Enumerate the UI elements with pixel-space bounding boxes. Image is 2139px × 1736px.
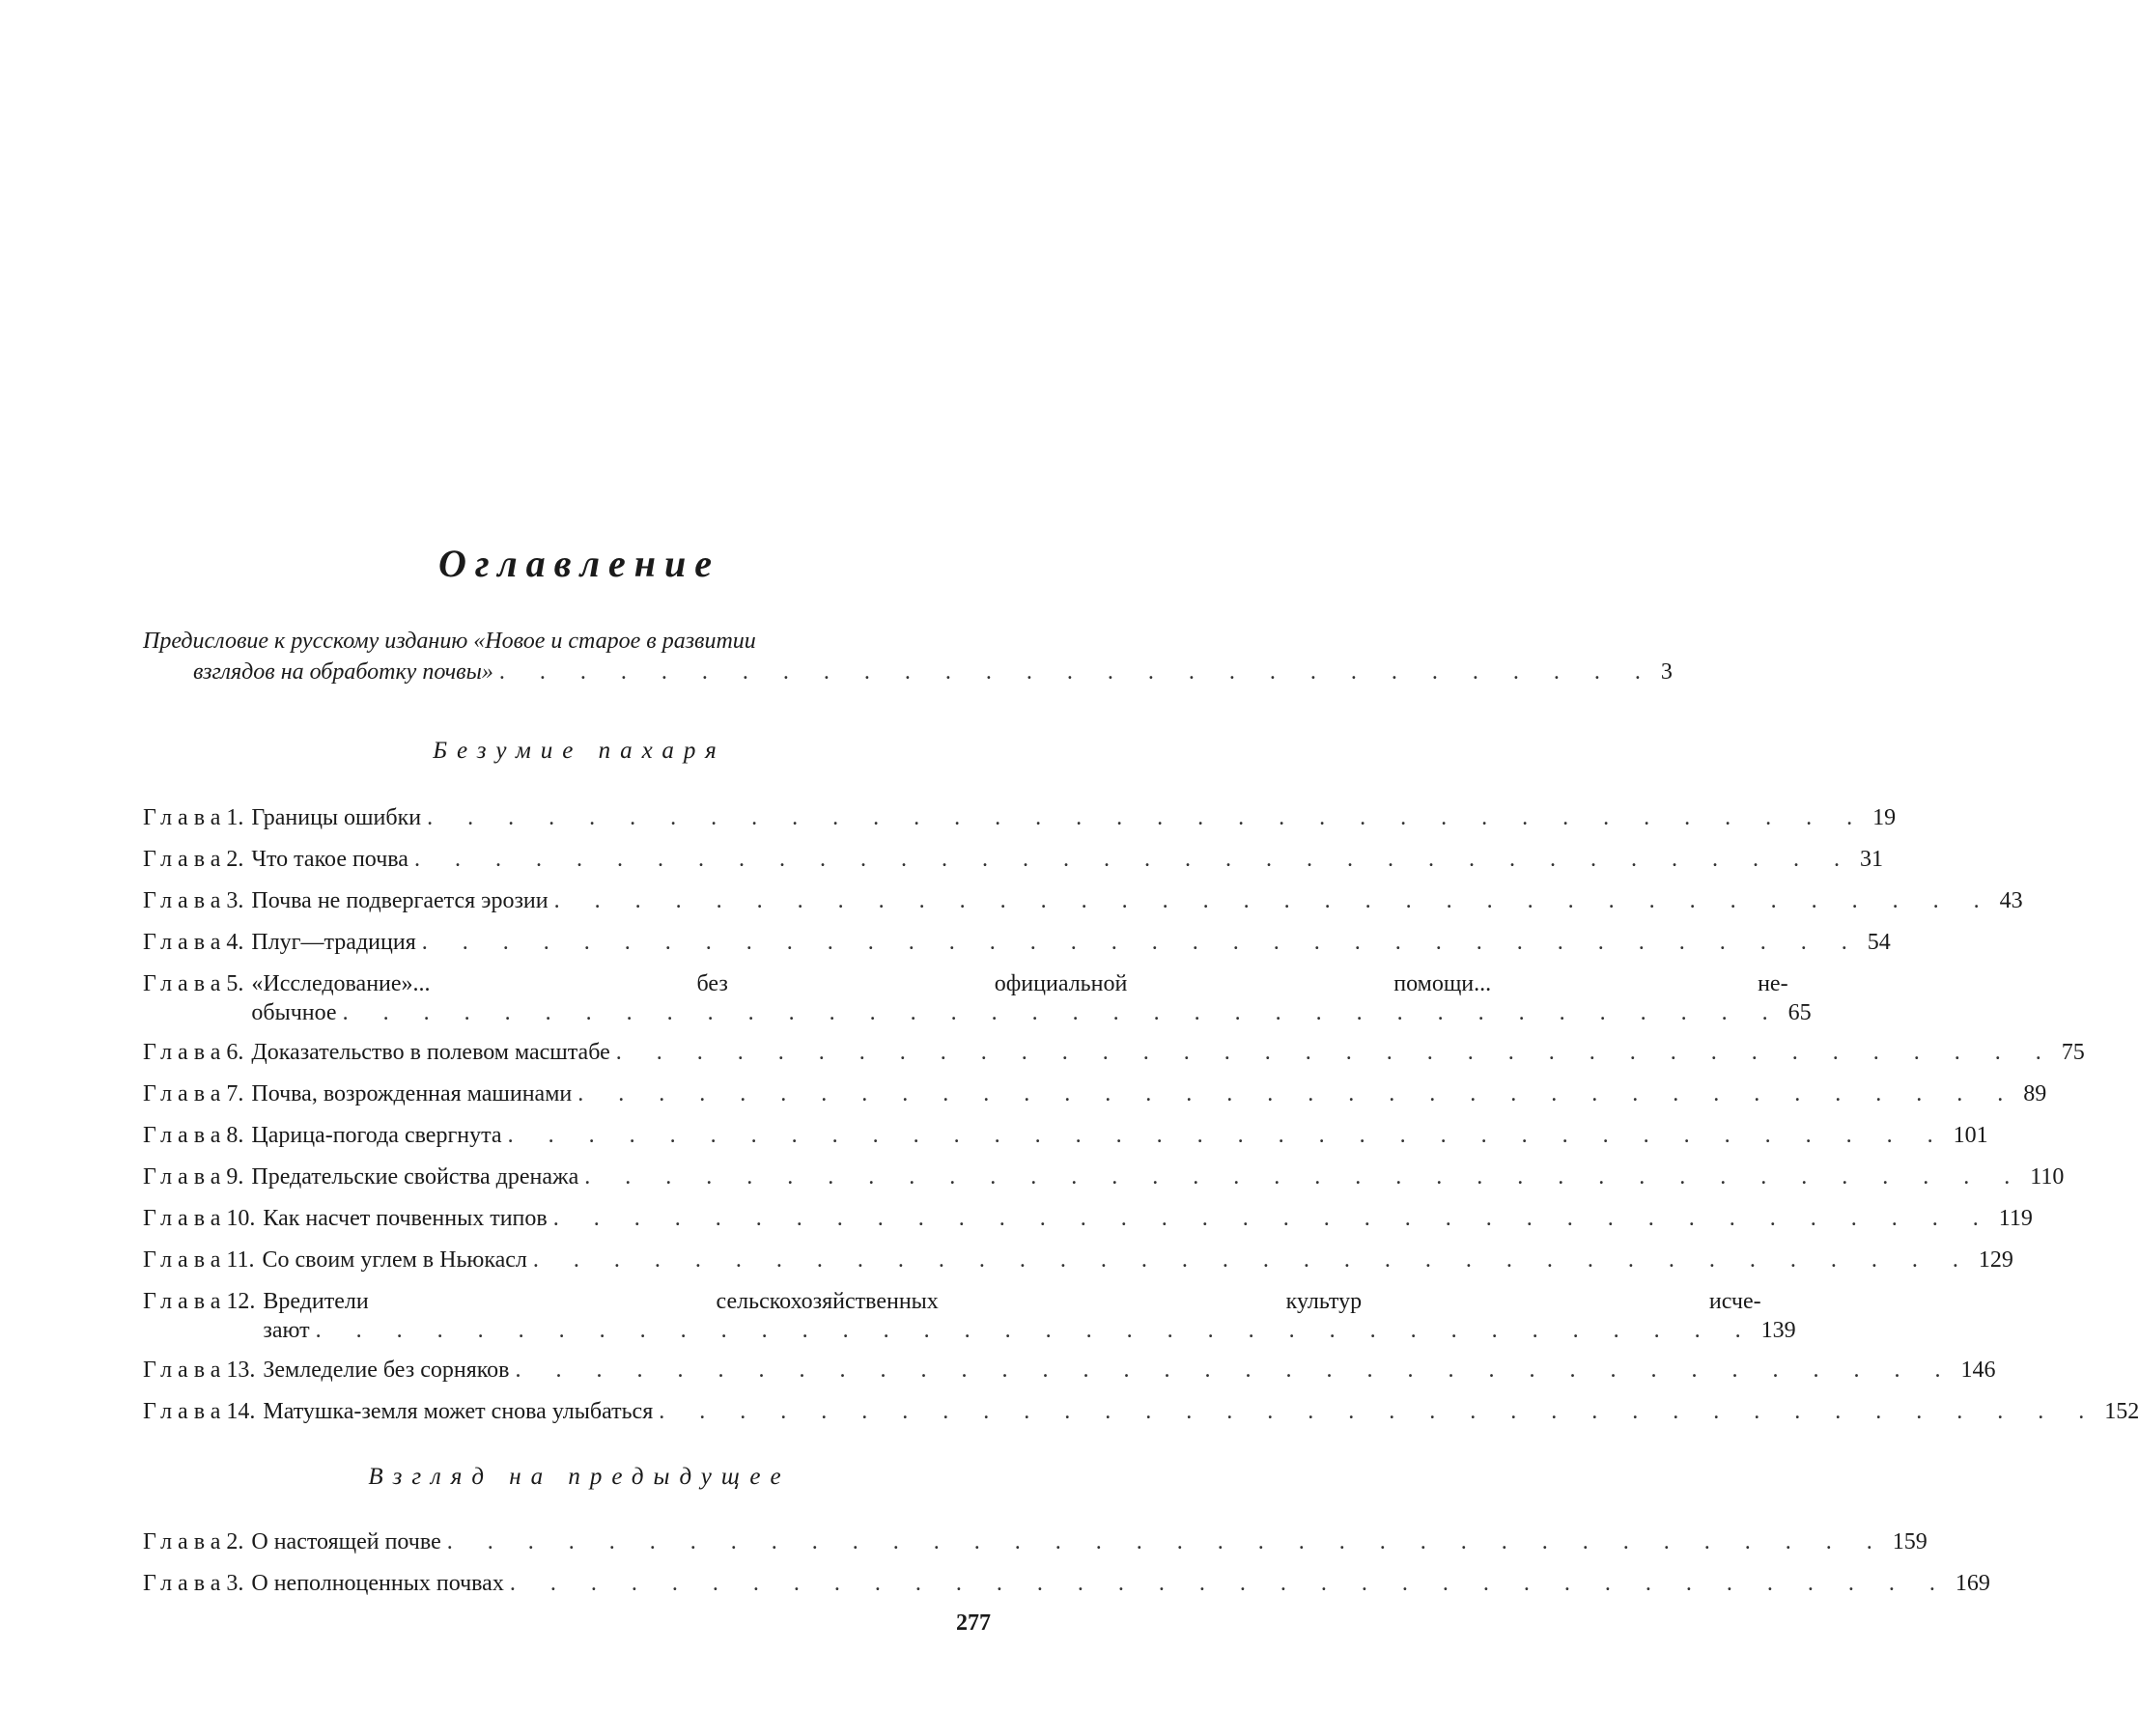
page-number-ref: 129	[1978, 1247, 2013, 1273]
toc-entry[interactable]	[143, 1038, 2085, 1067]
chapter-number: 7.	[226, 1081, 244, 1106]
chapter-label: Глава	[143, 847, 227, 872]
chapter-number: 14.	[226, 1399, 256, 1424]
dot-leader: . . . . . . . . . . . . . . . . . . . . . . . . . . . . . . . . . . . .	[577, 1081, 2018, 1106]
preface-line-1: Предисловие к русскому изданию «Новое и старое в развитии	[143, 629, 756, 654]
page-number-ref: 169	[1955, 1571, 1990, 1596]
toc-entry[interactable]	[143, 1527, 1928, 1556]
dot-leader: . . . . . . . . . . . . . . . . . . . . . . . . . . . . . . . . . . . .	[315, 1318, 1756, 1343]
toc-entry[interactable]	[143, 1121, 1988, 1150]
chapter-number: 4.	[226, 930, 244, 955]
dot-leader: . . . . . . . . . . . . . . . . . . . . . . . . . . . . . . . . . . . .	[553, 888, 1994, 913]
section-title-1: Безумие пахаря	[433, 738, 726, 764]
chapter-title: Царица-погода свергнута	[251, 1123, 502, 1148]
toc-entry[interactable]	[143, 1569, 1990, 1598]
preface-line-2: взглядов на обработку почвы»	[193, 659, 493, 685]
toc-entry[interactable]	[143, 845, 1883, 874]
chapter-label: Глава	[143, 1529, 227, 1554]
page-number-ref: 139	[1760, 1318, 1796, 1343]
chapter-label: Глава	[143, 971, 227, 996]
chapter-title: Почва, возрожденная машинами	[251, 1081, 573, 1106]
chapter-title: О настоящей почве	[251, 1529, 441, 1554]
chapter-number: 2.	[226, 1529, 244, 1554]
preface-entry[interactable]	[143, 626, 1673, 687]
chapter-label: Глава	[143, 888, 227, 913]
chapter-title: Матушка-земля может снова улыбаться	[263, 1399, 654, 1424]
chapter-title: Почва не подвергается эрозии	[251, 888, 549, 913]
page-number-ref: 159	[1892, 1529, 1928, 1554]
toc-entry[interactable]	[143, 1079, 2047, 1108]
chapter-number: 13.	[226, 1358, 256, 1383]
dot-leader: . . . . . . . . . . . . . . . . . . . . . . . . . . . . . . . . . . . .	[509, 1571, 1950, 1596]
page-number-ref: 75	[2061, 1040, 2085, 1065]
chapter-title-line: «Исследование»... без официальной помощи... не-	[251, 971, 1788, 996]
chapter-label: Глава	[143, 1206, 227, 1231]
page-number-ref: 110	[2030, 1164, 2065, 1190]
page-number-ref: 89	[2023, 1081, 2047, 1106]
chapter-title: Как насчет почвенных типов	[263, 1206, 548, 1231]
chapter-title: Со своим углем в Ньюкасл	[262, 1247, 527, 1273]
chapter-label: Глава	[143, 1399, 227, 1424]
toc-entry[interactable]	[143, 928, 1891, 957]
chapter-title-line: Вредители сельскохозяйственных культур исче-	[263, 1289, 1761, 1314]
chapter-label: Глава	[143, 1123, 227, 1148]
toc-entry[interactable]	[143, 803, 1897, 832]
chapter-label: Глава	[143, 930, 227, 955]
toc-entry[interactable]	[143, 1397, 2139, 1426]
dot-leader: . . . . . . . . . . . . . . . . . . . . . . . . . . . . . . . . . . . .	[421, 930, 1862, 955]
dot-leader: . . . . . . . . . . . . . . . . . . . . . . . . . . . . . . . . . . . .	[659, 1399, 2099, 1424]
chapter-label: Глава	[143, 1358, 227, 1383]
chapter-title: О неполноценных почвах	[251, 1571, 504, 1596]
toc-section-2	[143, 1527, 1990, 1610]
preface-page-number: 3	[1660, 659, 1673, 685]
toc-section-1	[143, 803, 2139, 1439]
chapter-title: обычное	[251, 1000, 337, 1025]
chapter-title: Плуг—традиция	[251, 930, 416, 955]
toc-entry[interactable]	[143, 886, 2023, 915]
chapter-number: 9.	[226, 1164, 244, 1190]
dot-leader: . . . . . . . . . . . . . . . . . . . . . . . . . . . . . . . . . . . .	[427, 805, 1868, 830]
chapter-title: зают	[263, 1318, 310, 1343]
chapter-title: Границы ошибки	[251, 805, 422, 830]
section-title-2: Взгляд на предыдущее	[368, 1464, 791, 1490]
chapter-number: 10.	[226, 1206, 256, 1231]
chapter-number: 8.	[226, 1123, 244, 1148]
page-title: Оглавление	[437, 542, 720, 585]
dot-leader: . . . . . . . . . . . . . . . . . . . . . . . . . . . . . . . . . . . .	[342, 1000, 1783, 1025]
page-number-ref: 119	[1998, 1206, 2033, 1231]
page-number-ref: 146	[1960, 1358, 1996, 1383]
chapter-label: Глава	[143, 1040, 227, 1065]
dot-leader: . . . . . . . . . . . . . . . . . . . . . . . . . . . . . . . . . . . .	[532, 1247, 1973, 1273]
chapter-label: Глава	[143, 1164, 227, 1190]
chapter-label: Глава	[143, 1289, 227, 1314]
dot-leader: . . . . . . . . . . . . . . . . . . . . . . . . . . . . . . . . . . . .	[615, 1040, 2056, 1065]
page-number: 277	[956, 1610, 991, 1636]
page-number-ref: 54	[1867, 930, 1891, 955]
chapter-label: Глава	[143, 805, 227, 830]
toc-entry[interactable]	[143, 1356, 1996, 1385]
chapter-number: 11.	[226, 1247, 255, 1273]
chapter-number: 3.	[226, 888, 244, 913]
toc-entry[interactable]	[143, 1204, 2033, 1233]
chapter-title: Земледелие без сорняков	[263, 1358, 510, 1383]
page-number-ref: 19	[1872, 805, 1897, 830]
dot-leader: . . . . . . . . . . . . . . . . . . . . . . . . . . . . . . . . . . . .	[413, 847, 1854, 872]
toc-entry[interactable]	[143, 1287, 1796, 1345]
chapter-number: 6.	[226, 1040, 244, 1065]
dot-leader: . . . . . . . . . . . . . . . . . . . . . . . . . . . . . . . . . . . .	[584, 1164, 2025, 1190]
page-number-ref: 152	[2104, 1399, 2139, 1424]
chapter-number: 1.	[226, 805, 244, 830]
page-number-ref: 65	[1787, 1000, 1812, 1025]
dot-leader: . . . . . . . . . . . . . . . . . . . . . . . . . . . . . . . . . . . .	[507, 1123, 1948, 1148]
chapter-title: Что такое почва	[251, 847, 408, 872]
dot-leader: . . . . . . . . . . . . . . . . . . . . . . . . . . . . . . . . . . . .	[552, 1206, 1993, 1231]
chapter-label: Глава	[143, 1247, 227, 1273]
dot-leader: . . . . . . . . . . . . . . . . . . . . . . . . . . . . .	[498, 659, 1655, 685]
page-number-ref: 101	[1953, 1123, 1988, 1148]
toc-entry[interactable]	[143, 1162, 2065, 1191]
chapter-number: 12.	[226, 1289, 256, 1314]
chapter-label: Глава	[143, 1571, 227, 1596]
chapter-label: Глава	[143, 1081, 227, 1106]
toc-entry[interactable]	[143, 969, 1812, 1027]
chapter-number: 5.	[226, 971, 244, 996]
dot-leader: . . . . . . . . . . . . . . . . . . . . . . . . . . . . . . . . . . . .	[446, 1529, 1887, 1554]
chapter-number: 2.	[226, 847, 244, 872]
page-number-ref: 43	[1999, 888, 2023, 913]
chapter-title: Доказательство в полевом масштабе	[251, 1040, 610, 1065]
toc-entry[interactable]	[143, 1246, 2013, 1274]
chapter-title: Предательские свойства дренажа	[251, 1164, 579, 1190]
chapter-number: 3.	[226, 1571, 244, 1596]
dot-leader: . . . . . . . . . . . . . . . . . . . . . . . . . . . . . . . . . . . .	[515, 1358, 1956, 1383]
page-number-ref: 31	[1859, 847, 1883, 872]
